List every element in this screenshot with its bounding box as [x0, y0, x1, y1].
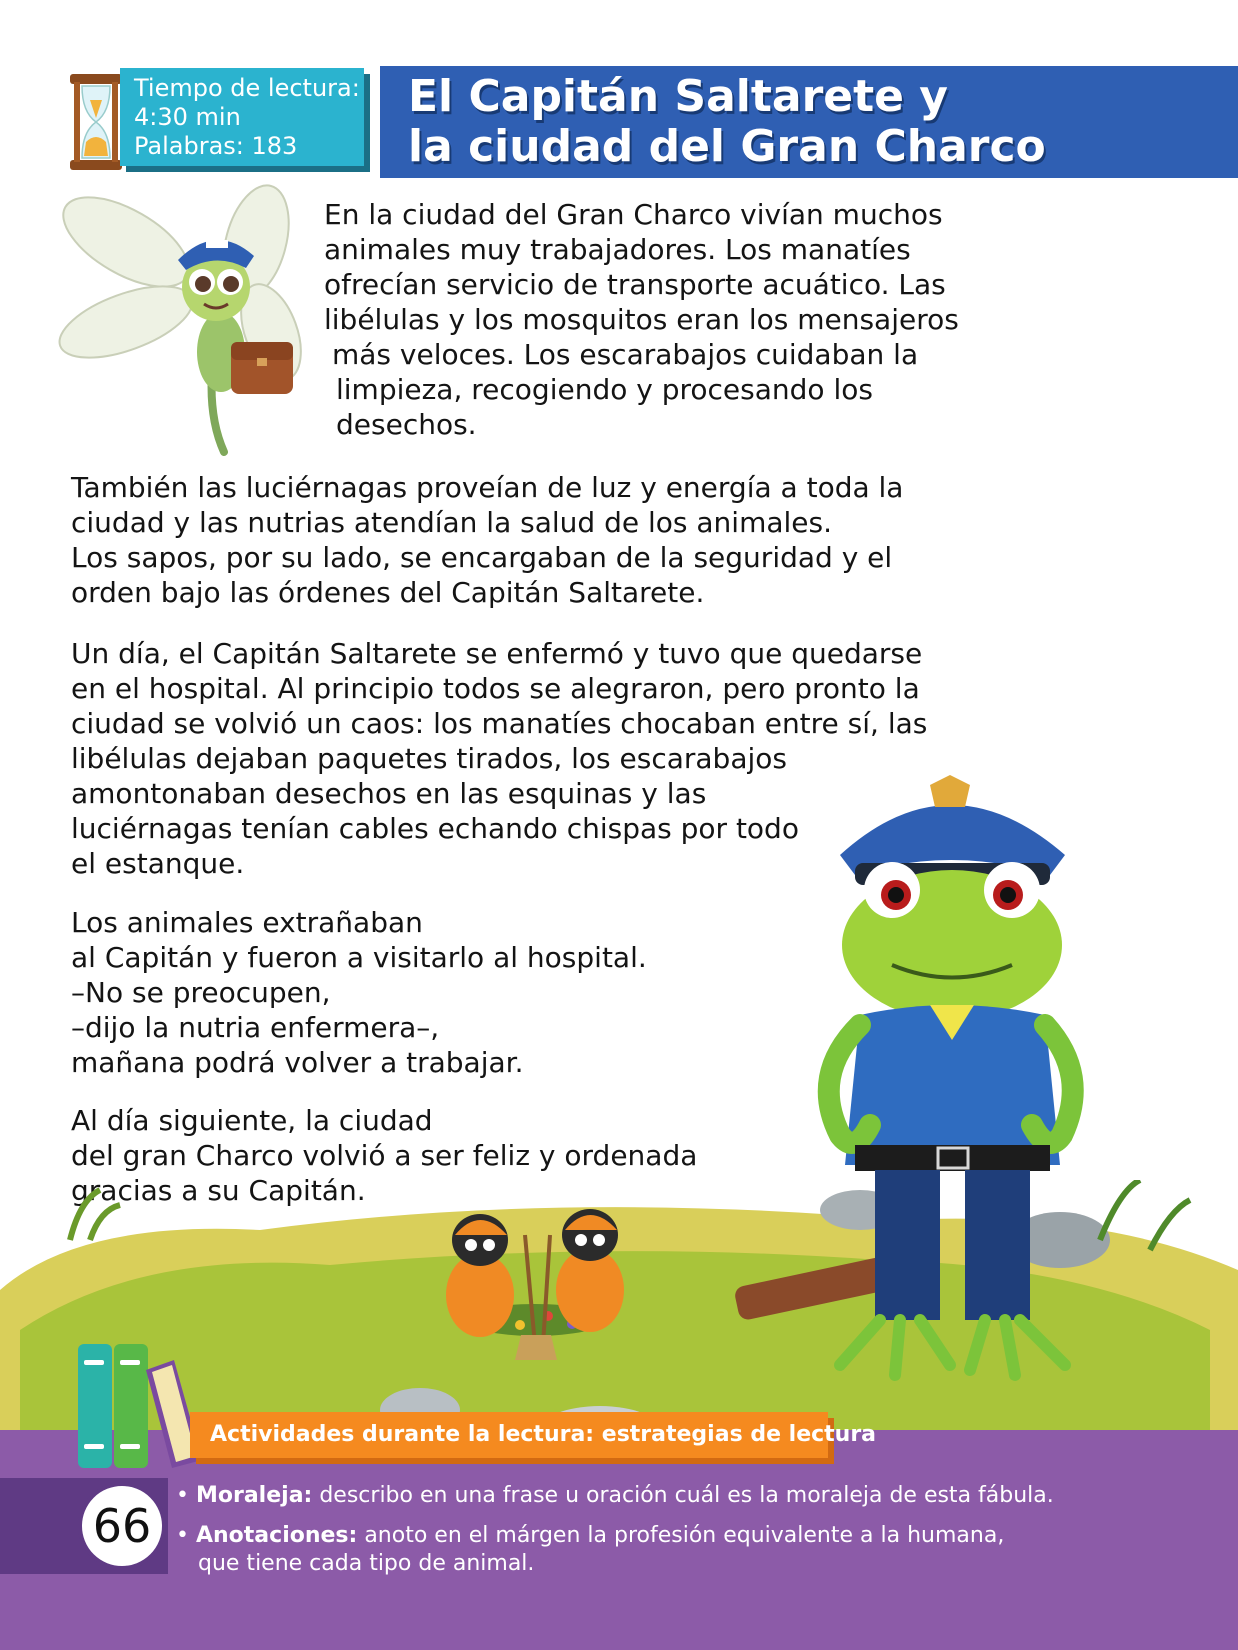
- dragonfly-mail-carrier: [56, 182, 316, 462]
- reading-time-value: 4:30 min: [134, 103, 241, 131]
- story-line: desechos.: [336, 408, 477, 441]
- story-line: ofrecían servicio de transporte acuático. Las: [324, 268, 946, 301]
- bullet-text: anoto en el márgen la profesión equivalente a la humana,: [357, 1523, 1005, 1548]
- story-line: Un día, el Capitán Saltarete se enfermó y tuvo que quedarse: [71, 637, 923, 670]
- story-line: Los animales extrañaban: [71, 906, 423, 939]
- frog-police-captain: [800, 765, 1100, 1385]
- story-line: animales muy trabajadores. Los manatíes: [324, 233, 911, 266]
- story-line: orden bajo las órdenes del Capitán Saltarete.: [71, 576, 705, 609]
- story-line: ciudad se volvió un caos: los manatíes chocaban entre sí, las: [71, 707, 928, 740]
- story-line: También las luciérnagas proveían de luz y energía a toda la: [71, 471, 904, 504]
- word-count: Palabras: 183: [134, 132, 298, 160]
- hourglass-icon: [68, 72, 124, 172]
- page-number: 66: [78, 1482, 166, 1570]
- story-line: más veloces. Los escarabajos cuidaban la: [332, 338, 919, 371]
- story-line: ciudad y las nutrias atendían la salud de los animales.: [71, 506, 832, 539]
- story-line: En la ciudad del Gran Charco vivían muchos: [324, 198, 943, 231]
- story-paragraph-4: [71, 905, 647, 1080]
- story-paragraph-2: [71, 470, 903, 610]
- story-paragraph-3: [71, 636, 927, 881]
- story-line: –No se preocupen,: [71, 976, 331, 1009]
- story-line: mañana podrá volver a trabajar.: [71, 1046, 524, 1079]
- story-line: en el hospital. Al principio todos se alegraron, pero pronto la: [71, 672, 920, 705]
- story-line: libélulas dejaban paquetes tirados, los escarabajos: [71, 742, 787, 775]
- page-title: [408, 72, 1046, 172]
- books-icon: [74, 1340, 204, 1472]
- bullet-term: Anotaciones:: [195, 1523, 358, 1548]
- story-line: gracias a su Capitán.: [71, 1174, 366, 1207]
- beetle-sweepers: [425, 1195, 655, 1365]
- title-line-2: la ciudad del Gran Charco: [408, 121, 1046, 172]
- list-item: • Anotaciones: anoto en el márgen la profesión equivalente a la humana, que tiene cada tipo de animal.: [176, 1523, 1005, 1576]
- story-line: –dijo la nutria enfermera–,: [71, 1011, 440, 1044]
- title-line-1: El Capitán Saltarete y: [408, 71, 948, 122]
- reading-info-box: [120, 68, 364, 166]
- bullet-text: describo en una frase u oración cuál es la moraleja de esta fábula.: [312, 1483, 1054, 1508]
- activities-list: [176, 1482, 1054, 1578]
- story-line: al Capitán y fueron a visitarlo al hospital.: [71, 941, 647, 974]
- bullet-term: Moraleja:: [195, 1483, 313, 1508]
- list-item: • Moraleja: describo en una frase u oración cuál es la moraleja de esta fábula.: [176, 1483, 1054, 1508]
- story-line: amontonaban desechos en las esquinas y las: [71, 777, 707, 810]
- story-line: del gran Charco volvió a ser feliz y ordenada: [71, 1139, 698, 1172]
- story-line: limpieza, recogiendo y procesando los: [336, 373, 873, 406]
- story-line: luciérnagas tenían cables echando chispas por todo: [71, 812, 799, 845]
- bullet-text-continued: que tiene cada tipo de animal.: [198, 1551, 535, 1576]
- story-line: Los sapos, por su lado, se encargaban de la seguridad y el: [71, 541, 893, 574]
- story-line: el estanque.: [71, 847, 245, 880]
- story-line: libélulas y los mosquitos eran los mensajeros: [324, 303, 959, 336]
- reading-time-label: Tiempo de lectura:: [134, 74, 360, 102]
- story-line: Al día siguiente, la ciudad: [71, 1104, 433, 1137]
- activities-tab: Actividades durante la lectura: estrategias de lectura: [190, 1412, 828, 1458]
- story-paragraph-1: [324, 197, 959, 442]
